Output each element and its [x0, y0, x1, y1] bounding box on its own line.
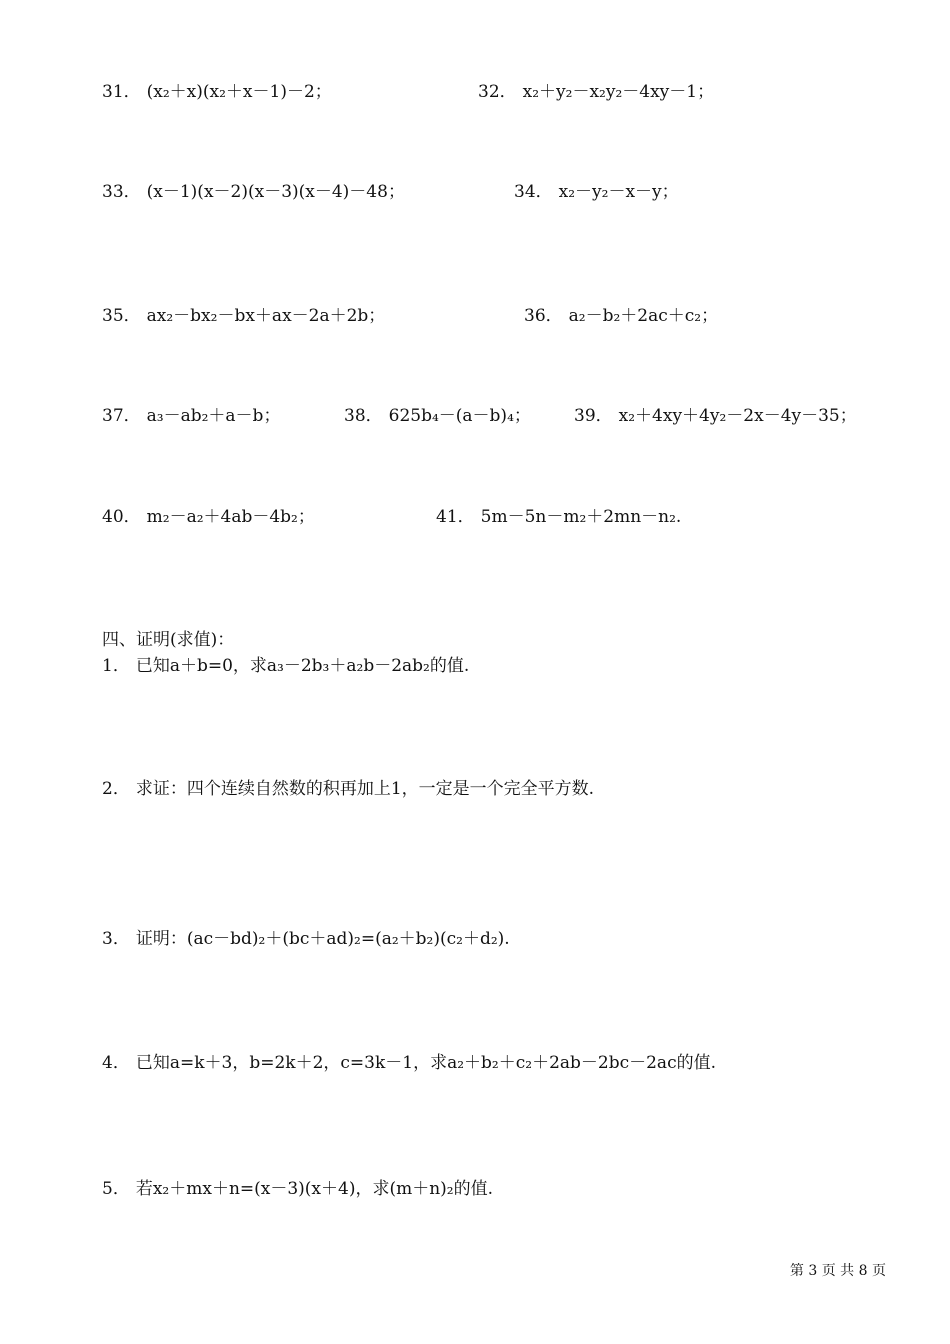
item-text: 已知a=k＋3，b=2k＋2，c=3k－1，求a₂＋b₂＋c₂＋2ab－2bc－2ac的值.: [135, 1053, 716, 1073]
item-text: 求证：四个连续自然数的积再加上1，一定是一个完全平方数.: [135, 779, 595, 799]
problem-expression: m₂－a₂＋4ab－4b₂；: [146, 507, 315, 527]
problem-38: [344, 405, 531, 427]
problem-40: [102, 506, 315, 528]
problem-36: [524, 305, 718, 327]
problem-32: [478, 81, 714, 103]
problem-number: 33．: [102, 182, 141, 202]
proof-item-3: [102, 928, 510, 950]
proof-item-5: [102, 1178, 493, 1200]
problem-37: [102, 405, 280, 427]
problem-39: [574, 405, 857, 427]
problem-number: 36．: [524, 306, 563, 326]
problem-number: 34．: [514, 182, 553, 202]
proof-item-4: [102, 1052, 716, 1074]
item-number: 1．: [102, 656, 130, 676]
problem-expression: (x－1)(x－2)(x－3)(x－4)－48；: [146, 182, 405, 202]
problem-number: 35．: [102, 306, 141, 326]
problem-33: [102, 181, 405, 203]
problem-41: [436, 506, 681, 528]
item-text: 已知a＋b=0，求a₃－2b₃＋a₂b－2ab₂的值.: [135, 656, 470, 676]
item-number: 2．: [102, 779, 130, 799]
problem-35: [102, 305, 385, 327]
problem-number: 39．: [574, 406, 613, 426]
problem-34: [514, 181, 679, 203]
problem-number: 32．: [478, 82, 517, 102]
problem-31: [102, 81, 332, 103]
problem-number: 40．: [102, 507, 141, 527]
proof-item-2: [102, 778, 594, 800]
item-text: 证明：(ac－bd)₂＋(bc＋ad)₂=(a₂＋b₂)(c₂＋d₂).: [135, 929, 510, 949]
page-footer: 第 3 页 共 8 页: [789, 1263, 886, 1279]
problem-expression: 5m－5n－m₂＋2mn－n₂.: [480, 507, 682, 527]
item-number: 5．: [102, 1179, 130, 1199]
problem-number: 41．: [436, 507, 475, 527]
item-text: 若x₂＋mx＋n=(x－3)(x＋4)，求(m＋n)₂的值.: [135, 1179, 494, 1199]
section-title: 四、证明(求值)：: [102, 630, 235, 650]
problem-number: 31．: [102, 82, 141, 102]
problem-expression: a₂－b₂＋2ac＋c₂；: [568, 306, 719, 326]
problem-expression: (x₂＋x)(x₂＋x－1)－2；: [146, 82, 332, 102]
problem-expression: 625b₄－(a－b)₄；: [388, 406, 531, 426]
problem-expression: x₂＋4xy＋4y₂－2x－4y－35；: [618, 406, 857, 426]
item-number: 4．: [102, 1053, 130, 1073]
proof-item-1: [102, 655, 469, 677]
problem-expression: ax₂－bx₂－bx＋ax－2a＋2b；: [146, 306, 386, 326]
item-number: 3．: [102, 929, 130, 949]
problem-expression: a₃－ab₂＋a－b；: [146, 406, 281, 426]
problem-expression: x₂－y₂－x－y；: [558, 182, 679, 202]
problem-expression: x₂＋y₂－x₂y₂－4xy－1；: [522, 82, 715, 102]
problem-number: 37．: [102, 406, 141, 426]
problem-number: 38．: [344, 406, 383, 426]
